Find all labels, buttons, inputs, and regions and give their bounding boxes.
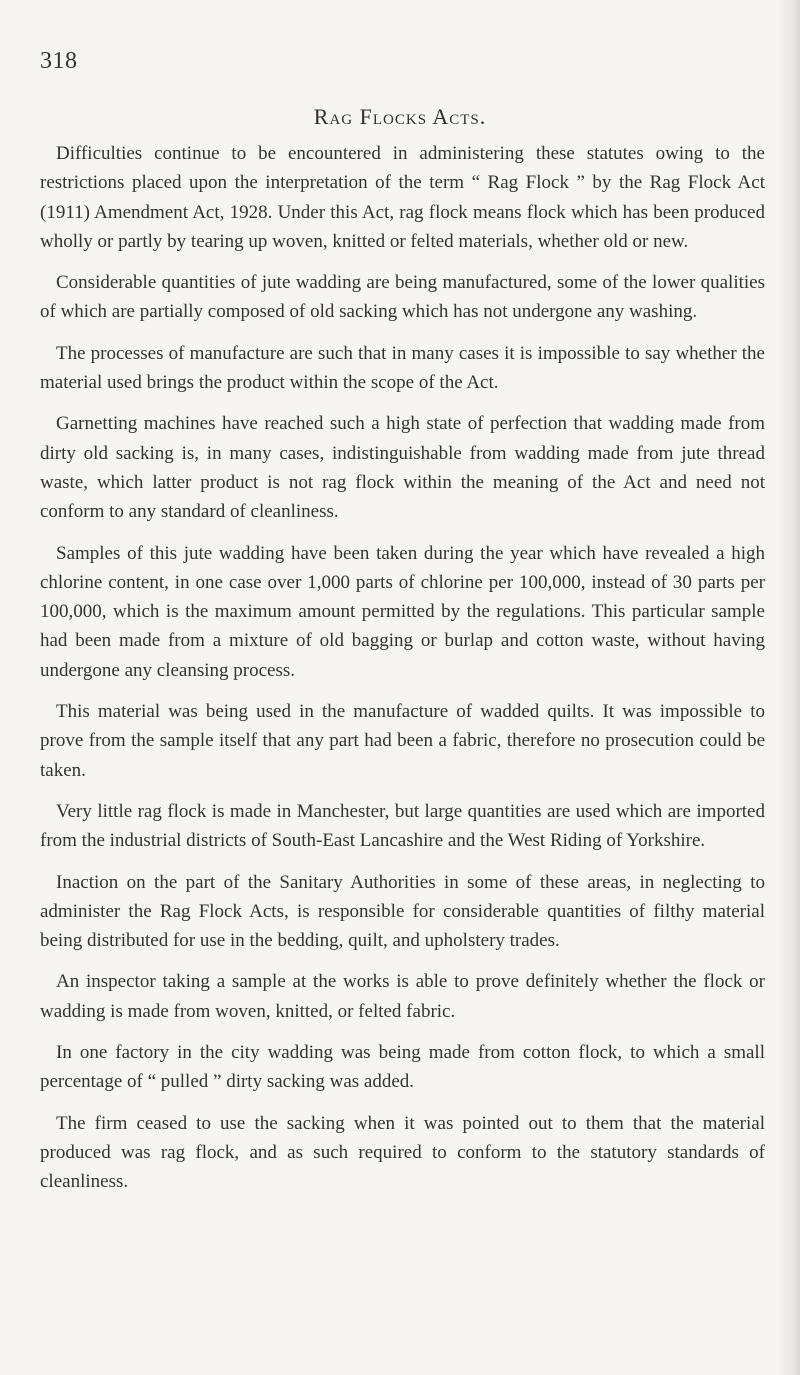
paragraph: The processes of manufacture are such that in many cases it is impossible to say whether the material used brings the product within the scope of the Act. <box>40 342 765 394</box>
paragraph: In one factory in the city wadding was being made from cotton flock, to which a small percentage of “ pulled ” dirty sacking was added. <box>40 1042 765 1093</box>
page-number: 318 <box>40 48 78 74</box>
page-edge-shadow <box>776 0 800 1375</box>
paragraph: Samples of this jute wadding have been taken during the year which have revealed a high chlorine content, in one case over 1,000 parts of chlorine per 100,000, instead of 30 parts per 100,000, which is the maximum amount permitted by the regulations. This particular sample had been made from a mixture of old bagging or burlap and cotton waste, without having undergone any cleansing process. <box>40 542 765 681</box>
paragraph: An inspector taking a sample at the works is able to prove definitely whether the flock or wadding is made from woven, knitted, or felted fabric. <box>40 971 765 1022</box>
paragraph: Very little rag flock is made in Manchester, but large quantities are used which are imported from the industrial districts of South-East Lancashire and the West Riding of Yorkshire. <box>40 800 765 852</box>
document-body <box>40 139 765 1209</box>
paragraph: Difficulties continue to be encountered in administering these statutes owing to the restrictions placed upon the interpretation of the term “ Rag Flock ” by the Rag Flock Act (1911) Amendment Act, 1928. Under this Act, rag flock means flock which has been produced wholly or partly by tearing up woven, knitted or felted materials, whether old or new. <box>40 143 765 252</box>
paragraph: Garnetting machines have reached such a high state of perfection that wadding made from dirty old sacking is, in many cases, indistinguishable from wadding made from jute thread waste, which latter product is not rag flock within the meaning of the Act and need not conform to any standard of cleanliness. <box>40 413 765 523</box>
paragraph: The firm ceased to use the sacking when it was pointed out to them that the material produced was rag flock, and as such required to conform to the statutory standards of cleanliness. <box>40 1112 765 1193</box>
paragraph: This material was being used in the manufacture of wadded quilts. It was impossible to prove from the sample itself that any part had been a fabric, therefore no prosecution could be taken. <box>40 701 765 781</box>
paragraph: Inaction on the part of the Sanitary Authorities in some of these areas, in neglecting to administer the Rag Flock Acts, is responsible for considerable quantities of filthy material being distributed for use in the bedding, quilt, and upholstery trades. <box>40 871 765 952</box>
section-title: Rag Flocks Acts. <box>313 104 487 129</box>
paragraph: Considerable quantities of jute wadding are being manufactured, some of the lower qualities of which are partially composed of old sacking which has not undergone any washing. <box>40 272 765 323</box>
